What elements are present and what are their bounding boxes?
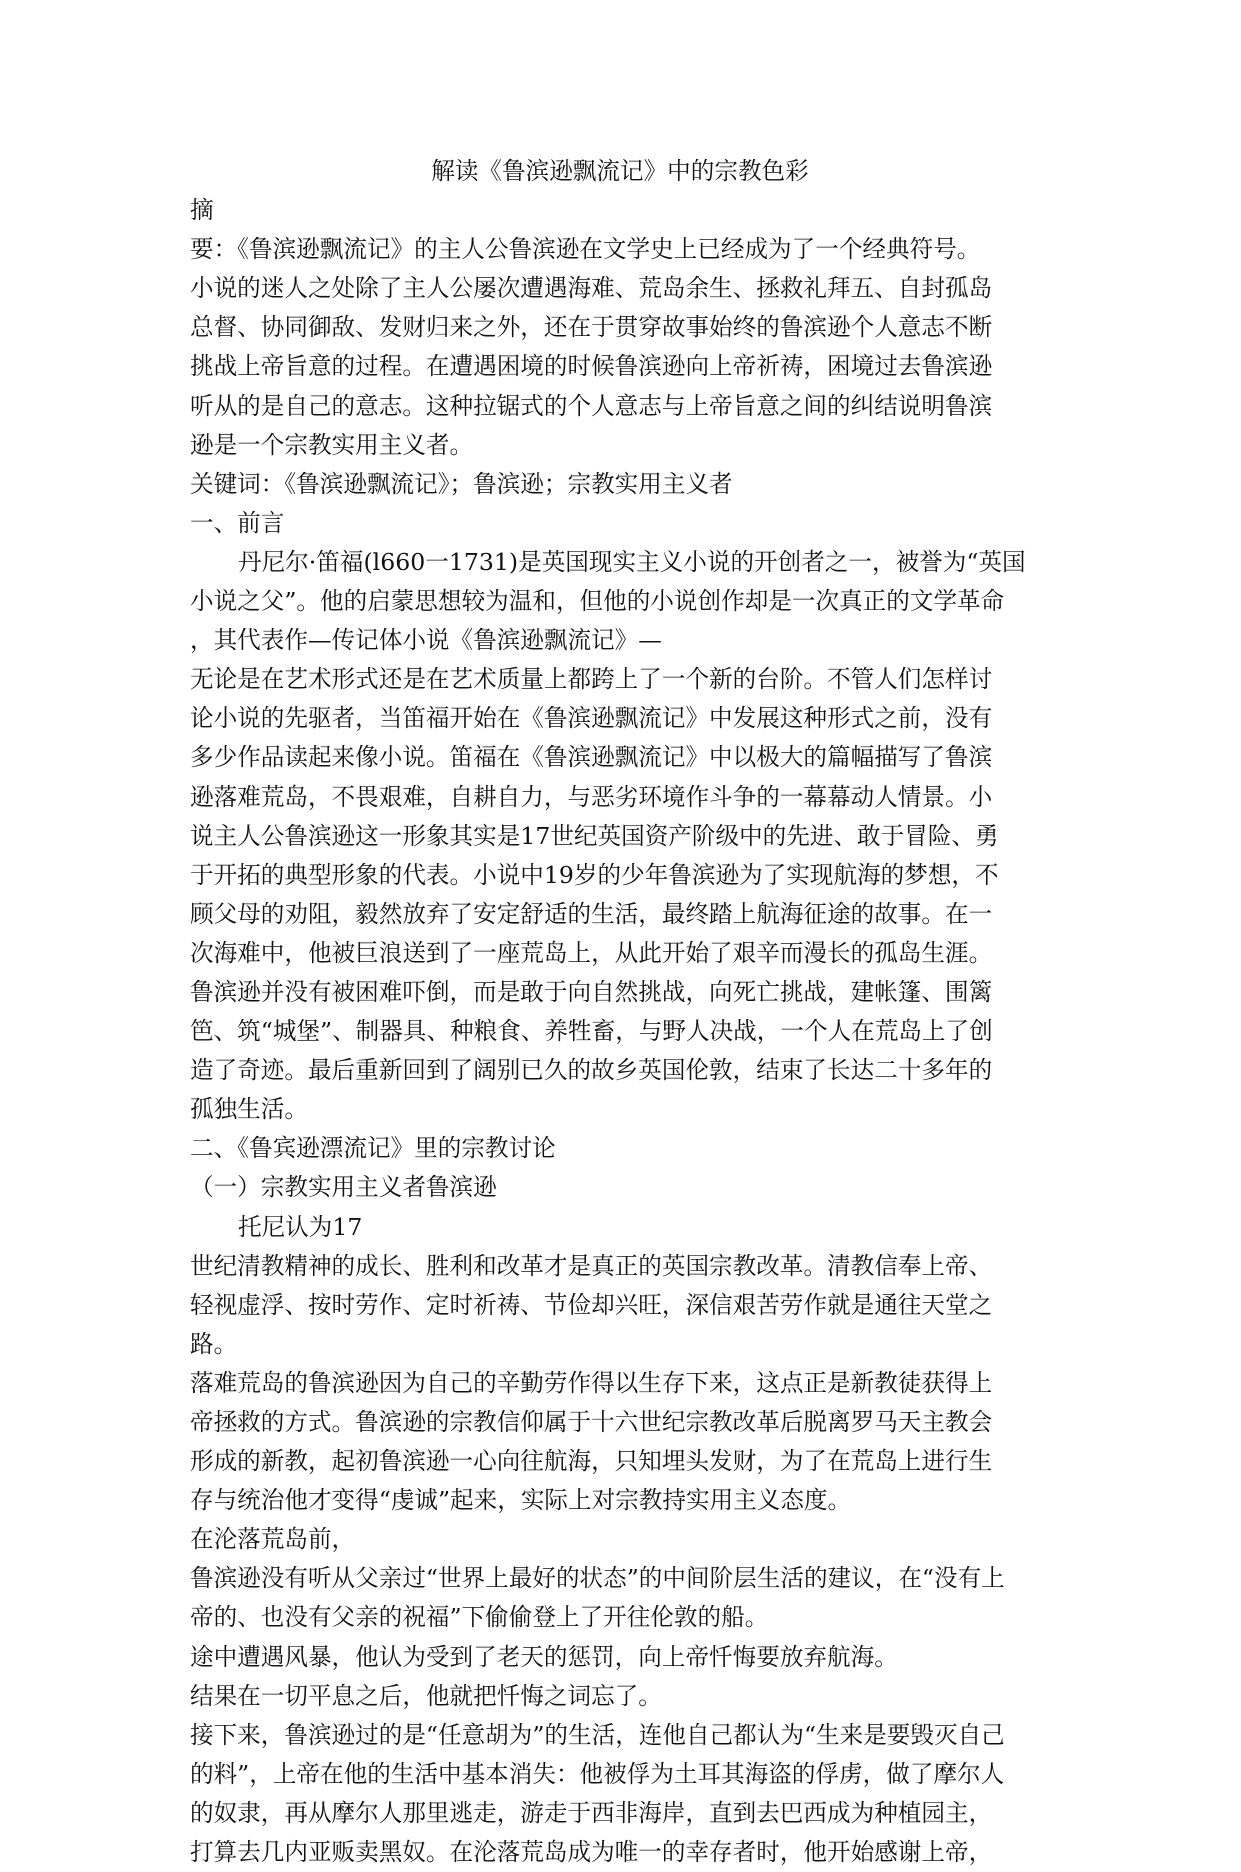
text-line: 说主人公鲁滨逊这一形象其实是17世纪英国资产阶级中的先进、敢于冒险、勇: [190, 821, 999, 850]
text-line: 落难荒岛的鲁滨逊因为自己的辛勤劳作得以生存下来，这点正是新教徒获得上: [190, 1368, 993, 1397]
document-body: [190, 152, 1050, 1872]
text-line: 形成的新教，起初鲁滨逊一心向往航海，只知埋头发财，为了在荒岛上进行生: [190, 1447, 993, 1476]
text-line: 世纪清教精神的成长、胜利和改革才是真正的英国宗教改革。清教信奉上帝、: [190, 1251, 993, 1280]
text-line: 无论是在艺术形式还是在艺术质量上都跨上了一个新的台阶。不管人们怎样讨: [190, 665, 993, 694]
text-line: 帝拯救的方式。鲁滨逊的宗教信仰属于十六世纪宗教改革后脱离罗马天主教会: [190, 1408, 993, 1436]
text-line: 多少作品读起来像小说。笛福在《鲁滨逊飘流记》中以极大的篇幅描写了鲁滨: [190, 743, 993, 772]
text-line: 要：《鲁滨逊飘流记》的主人公鲁滨逊在文学史上已经成为了一个经典符号。: [190, 235, 981, 264]
text-line: 逊是一个宗教实用主义者。: [190, 430, 474, 459]
text-line: 小说之父”。他的启蒙思想较为温和，但他的小说创作却是一次真正的文学革命: [190, 587, 1005, 616]
text-line: 途中遭遇风暴，他认为受到了老天的惩罚，向上帝忏悔要放弃航海。: [190, 1642, 898, 1671]
text-line: 存与统治他才变得“虔诚”起来，实际上对宗教持实用主义态度。: [190, 1486, 852, 1515]
text-line: 论小说的先驱者，当笛福开始在《鲁滨逊飘流记》中发展这种形式之前，没有: [190, 704, 993, 733]
text-line: 顾父母的劝阻，毅然放弃了安定舒适的生活，最终踏上航海征途的故事。在一: [190, 899, 993, 928]
text-line: 于开拓的典型形象的代表。小说中19岁的少年鲁滨逊为了实现航海的梦想，不: [190, 860, 999, 889]
text-line: 造了奇迹。最后重新回到了阔别已久的故乡英国伦敦，结束了长达二十多年的: [190, 1056, 993, 1085]
text-line: 总督、协同御敌、发财归来之外，还在于贯穿故事始终的鲁滨逊个人意志不断: [190, 313, 993, 342]
text-line: 二、《鲁宾逊漂流记》里的宗教讨论: [190, 1134, 556, 1163]
text-line: 鲁滨逊没有听从父亲过“世界上最好的状态”的中间阶层生活的建议，在“没有上: [190, 1564, 1005, 1593]
document-title: 解读《鲁滨逊飘流记》中的宗教色彩: [431, 157, 809, 185]
text-line: 的料”，上帝在他的生活中基本消失：他被俘为土耳其海盗的俘虏，做了摩尔人: [190, 1759, 1005, 1788]
text-line: 听从的是自己的意志。这种拉锯式的个人意志与上帝旨意之间的纠结说明鲁滨: [190, 391, 993, 420]
text-line: 鲁滨逊并没有被困难吓倒，而是敢于向自然挑战，向死亡挑战，建帐篷、围篱: [190, 977, 993, 1006]
text-line: 小说的迷人之处除了主人公屡次遭遇海难、荒岛余生、拯救礼拜五、自封孤岛: [190, 274, 993, 303]
text-line: 打算去几内亚贩卖黑奴。在沦落荒岛成为唯一的幸存者时，他开始感谢上帝，: [190, 1838, 993, 1867]
text-line: 丹尼尔·笛福(l660一1731)是英国现实主义小说的开创者之一，被誉为“英国: [238, 547, 1026, 576]
paragraph-lines: [190, 191, 1050, 1872]
text-line: 孤独生活。: [190, 1095, 308, 1124]
text-line: 轻视虚浮、按时劳作、定时祈祷、节俭却兴旺，深信艰苦劳作就是通往天堂之: [190, 1290, 993, 1319]
text-line: 路。: [190, 1329, 238, 1358]
text-line: （一）宗教实用主义者鲁滨逊: [190, 1173, 497, 1202]
text-line: 摘: [190, 196, 214, 225]
text-line: 次海难中，他被巨浪送到了一座荒岛上，从此开始了艰辛而漫长的孤岛生涯。: [190, 938, 993, 967]
text-line: 接下来，鲁滨逊过的是“任意胡为”的生活，连他自己都认为“生来是要毁灭自己: [190, 1720, 1005, 1749]
text-line: 结果在一切平息之后，他就把忏悔之词忘了。: [190, 1681, 662, 1710]
text-line: 关键词：《鲁滨逊飘流记》；鲁滨逊；宗教实用主义者: [190, 469, 733, 498]
text-line: 的奴隶，再从摩尔人那里逃走，游走于西非海岸，直到去巴西成为种植园主，: [190, 1798, 993, 1827]
text-line: 在沦落荒岛前，: [190, 1525, 356, 1554]
text-line: 帝的、也没有父亲的祝福”下偷偷登上了开往伦敦的船。: [190, 1603, 769, 1632]
text-line: 逊落难荒岛，不畏艰难，自耕自力，与恶劣环境作斗争的一幕幕动人情景。小: [190, 782, 993, 811]
text-line: 托尼认为17: [238, 1212, 363, 1241]
text-line: ，其代表作—传记体小说《鲁滨逊飘流记》—: [190, 626, 662, 655]
text-line: 挑战上帝旨意的过程。在遭遇困境的时候鲁滨逊向上帝祈祷，困境过去鲁滨逊: [190, 352, 993, 381]
text-line: 笆、筑“城堡”、制器具、种粮食、养牲畜，与野人决战，一个人在荒岛上了创: [190, 1017, 993, 1046]
text-line: 一、前言: [190, 508, 285, 537]
